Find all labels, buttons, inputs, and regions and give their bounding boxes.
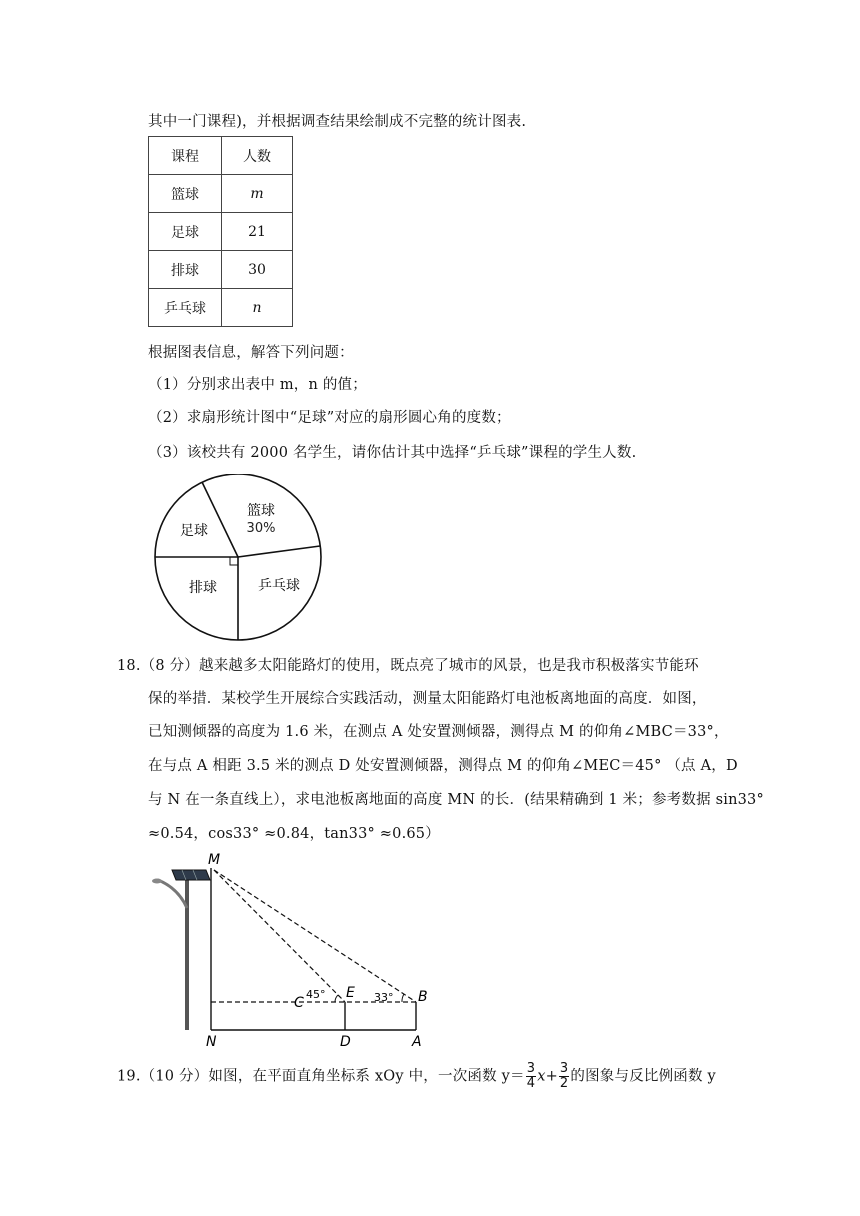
statistics-table bbox=[148, 136, 293, 327]
fraction-denominator: 4 bbox=[526, 1076, 536, 1091]
q17-lead: 根据图表信息，解答下列问题： bbox=[148, 345, 354, 361]
q18-line-1: 18.（8 分）越来越多太阳能路灯的使用，既点亮了城市的风景，也是我市积极落实节能环 bbox=[117, 658, 699, 674]
label-m: M bbox=[208, 852, 221, 868]
pie-label-volleyball: 排球 bbox=[189, 580, 217, 596]
table-row bbox=[149, 213, 293, 251]
table-row bbox=[149, 289, 293, 327]
q19-line bbox=[117, 1062, 716, 1091]
table-cell: 足球 bbox=[149, 213, 222, 251]
lamp-head bbox=[152, 879, 162, 884]
table-row bbox=[149, 251, 293, 289]
fraction-denominator: 2 bbox=[559, 1076, 569, 1091]
q18-line-5: 与 N 在一条直线上），求电池板离地面的高度 MN 的长．(结果精确到 1 米；参考数据 sin33° bbox=[148, 792, 764, 808]
table-header-row bbox=[149, 137, 293, 175]
fraction-three-quarters bbox=[526, 1062, 536, 1091]
q19-mid: x+ bbox=[537, 1068, 558, 1085]
table-cell: m bbox=[222, 175, 293, 213]
q17-part-2: （2）求扇形统计图中“足球”对应的扇形圆心角的度数； bbox=[148, 410, 511, 426]
table-row bbox=[149, 175, 293, 213]
pie-label-pingpong: 乒乓球 bbox=[258, 578, 300, 594]
lamp-pole bbox=[185, 876, 189, 1030]
angle-label-33: 33° bbox=[374, 991, 394, 1004]
q17-part-3: （3）该校共有 2000 名学生，请你估计其中选择“乒乓球”课程的学生人数. bbox=[148, 445, 637, 461]
label-d: D bbox=[340, 1034, 351, 1048]
label-e: E bbox=[346, 985, 355, 1001]
table-cell: 乒乓球 bbox=[149, 289, 222, 327]
table-cell: 21 bbox=[222, 213, 293, 251]
table-cell: 篮球 bbox=[149, 175, 222, 213]
street-lamp-figure bbox=[148, 848, 438, 1048]
table-header-count: 人数 bbox=[222, 137, 293, 175]
q18-line-4: 在与点 A 相距 3.5 米的测点 D 处安置测倾器，测得点 M 的仰角∠MEC＝45° （点 A，D bbox=[148, 758, 738, 774]
fraction-numerator: 3 bbox=[559, 1061, 569, 1076]
table-cell: 排球 bbox=[149, 251, 222, 289]
label-c: C bbox=[294, 995, 304, 1011]
fraction-numerator: 3 bbox=[526, 1061, 536, 1076]
label-b: B bbox=[418, 989, 428, 1005]
solar-panel bbox=[172, 870, 210, 880]
dashed-line-mb bbox=[214, 870, 416, 1002]
table-cell: 30 bbox=[222, 251, 293, 289]
fraction-three-halves bbox=[559, 1062, 569, 1091]
angle-arc-33 bbox=[402, 994, 404, 1002]
q18-line-6: ≈0.54，cos33° ≈0.84，tan33° ≈0.65） bbox=[148, 826, 440, 842]
dashed-line-me bbox=[214, 870, 345, 1002]
table-cell: n bbox=[222, 289, 293, 327]
label-n: N bbox=[206, 1034, 217, 1048]
q18-line-3: 已知测倾器的高度为 1.6 米，在测点 A 处安置测倾器，测得点 M 的仰角∠MBC＝33°， bbox=[148, 724, 729, 740]
angle-label-45: 45° bbox=[306, 988, 326, 1001]
q18-line-2: 保的举措．某校学生开展综合实践活动，测量太阳能路灯电池板离地面的高度．如图， bbox=[148, 691, 707, 707]
pie-label-football: 足球 bbox=[180, 523, 208, 539]
q17-part-1: （1）分别求出表中 m，n 的值； bbox=[148, 377, 367, 393]
angle-arc-45 bbox=[335, 995, 338, 1002]
pie-label-basketball-pct: 30% bbox=[246, 521, 276, 536]
q19-suffix: 的图象与反比例函数 y bbox=[570, 1068, 716, 1085]
q19-prefix: 19.（10 分）如图，在平面直角坐标系 xOy 中，一次函数 y＝ bbox=[117, 1068, 525, 1085]
label-a: A bbox=[412, 1034, 422, 1048]
pie-label-basketball: 篮球 bbox=[247, 503, 275, 519]
table-header-course: 课程 bbox=[149, 137, 222, 175]
pie-chart bbox=[148, 474, 328, 644]
intro-text: 其中一门课程)，并根据调查结果绘制成不完整的统计图表. bbox=[148, 114, 527, 130]
lamp-arm bbox=[158, 880, 187, 908]
